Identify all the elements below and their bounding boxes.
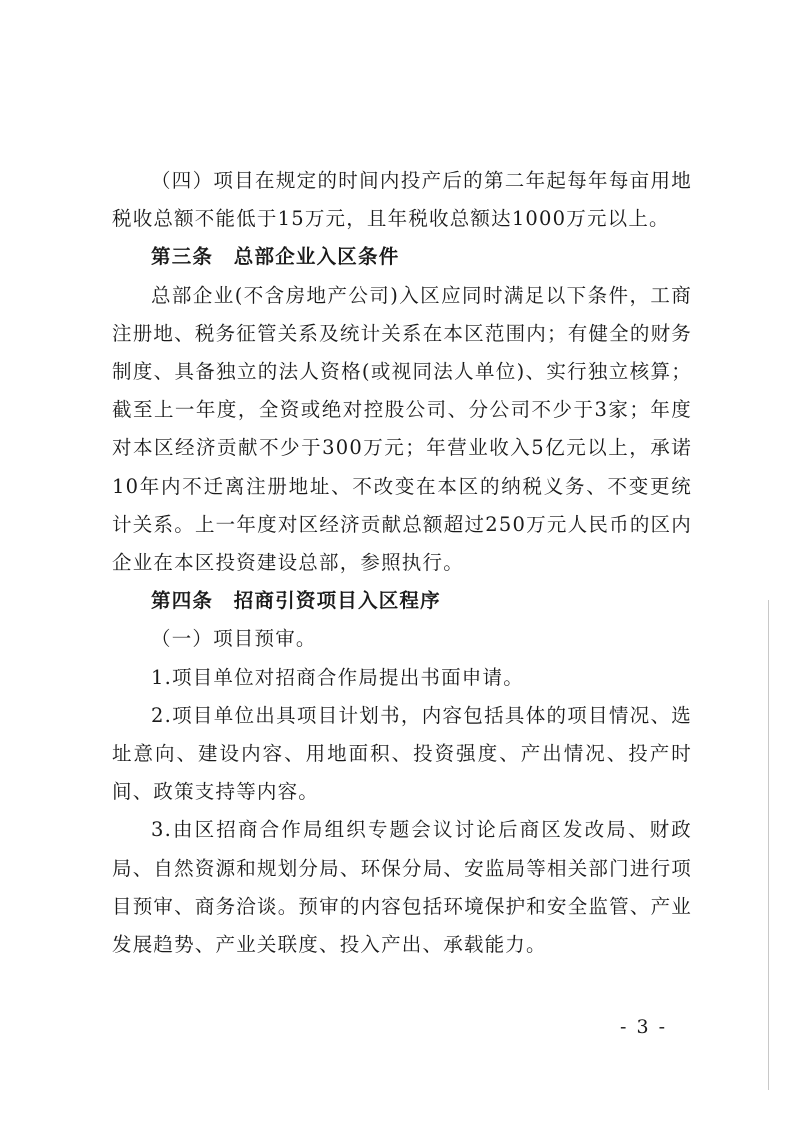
paragraph-step-2: 2.项目单位出具项目计划书，内容包括具体的项目情况、选址意向、建设内容、用地面积、投资强度、产出情况、投产时间、政策支持等内容。	[112, 703, 692, 804]
paragraph-pre-review: （一）项目预审。	[151, 627, 317, 651]
article-3-heading: 第三条 总部企业入区条件	[151, 245, 400, 269]
paragraph-item-4-requirement: （四）项目在规定的时间内投产后的第二年起每年每亩用地税收总额不能低于15万元，且年税收总额达1000万元以上。	[112, 169, 692, 231]
page-number: - 3 -	[620, 1016, 668, 1038]
scan-edge-line	[768, 600, 769, 1090]
paragraph-step-3: 3.由区招商合作局组织专题会议讨论后商区发改局、财政局、自然资源和规划分局、环保分局、安监局等相关部门进行项目预审、商务洽谈。预审的内容包括环境保护和安全监管、产业发展趋势、产业关联度、投入产出、承载能力。	[112, 818, 692, 957]
paragraph-step-1: 1.项目单位对招商合作局提出书面申请。	[151, 665, 524, 689]
article-4-heading: 第四条 招商引资项目入区程序	[151, 589, 441, 613]
paragraph-hq-conditions: 总部企业(不含房地产公司)入区应同时满足以下条件，工商注册地、税务征管关系及统计关系在本区范围内；有健全的财务制度、具备独立的法人资格(或视同法人单位)、实行独立核算；截至上一年度，全资或绝对控股公司、分公司不少于3家；年度对本区经济贡献不少于300万元；年营业收入5亿元以上，承诺10年内不迁离注册地址、不改变在本区的纳税义务、不变更统计关系。上一年度对区经济贡献总额超过250万元人民币的区内企业在本区投资建设总部，参照执行。	[112, 283, 692, 575]
document-body	[112, 162, 692, 964]
